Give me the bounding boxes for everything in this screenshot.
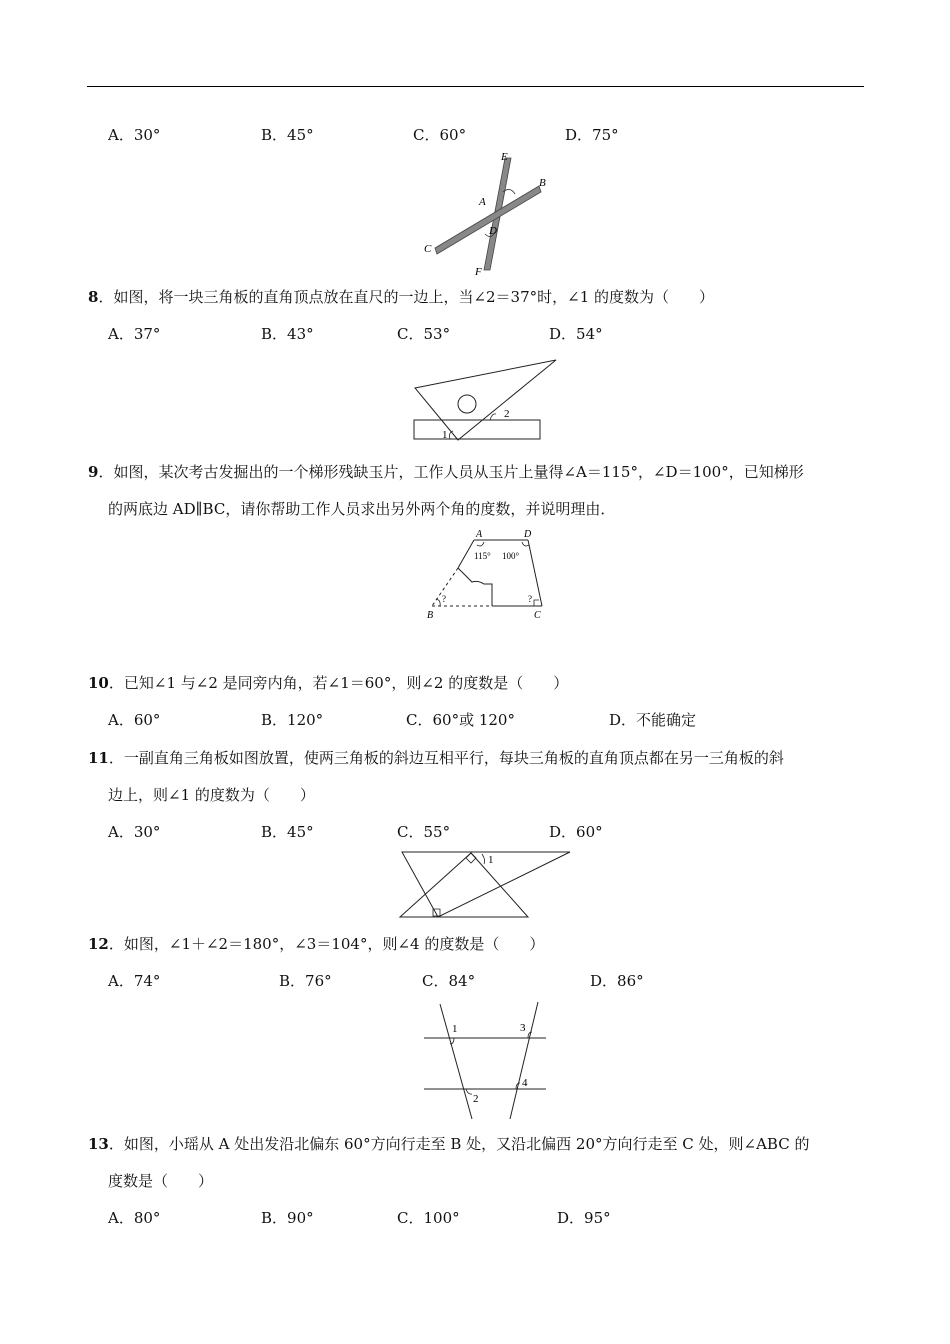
q7-option-a: A．30° [108, 126, 161, 144]
q12-number: 12 [88, 935, 109, 953]
q12-option-c: C．84° [422, 972, 476, 990]
q8-option-a: A．37° [108, 325, 161, 343]
header-rule [87, 86, 864, 87]
label-f: F [475, 266, 482, 278]
label-4: 4 [522, 1077, 528, 1089]
q11-option-b: B．45° [261, 823, 314, 841]
angle-d-mark [522, 542, 529, 546]
angle-c-mark [534, 600, 539, 606]
q12-option-d: D．86° [590, 972, 644, 990]
q12-option-b: B．76° [279, 972, 332, 990]
q8-stem [88, 286, 714, 307]
q11-text: ．一副直角三角板如图放置，使两三角板的斜边互相平行，每块三角板的直角顶点都在另一三角板的斜 [108, 749, 784, 767]
q8-text: ．如图，将一块三角板的直角顶点放在直尺的一边上，当∠2＝37°时，∠1 的度数为（ ） [98, 288, 715, 306]
angle-1-arc [449, 431, 453, 439]
q11-option-d: D．60° [549, 823, 603, 841]
q7-figure [415, 148, 555, 278]
ruler [414, 420, 540, 439]
q8-number: 8 [88, 288, 99, 306]
q7-option-b: B．45° [261, 126, 314, 144]
q8-option-b: B．43° [261, 325, 314, 343]
label-b: B [539, 177, 546, 189]
q7-option-d: D．75° [565, 126, 619, 144]
label-1: 1 [452, 1023, 458, 1035]
transversal-right [510, 1002, 538, 1119]
q10-option-a: A．60° [108, 711, 161, 729]
q11-figure [398, 850, 573, 922]
label-3: 3 [520, 1022, 526, 1034]
ruler-cb [435, 186, 541, 254]
break-edge [458, 568, 492, 606]
transversal-left [440, 1004, 472, 1119]
q8-figure [410, 355, 560, 445]
angle-2-arc [490, 414, 496, 420]
q13-stem [88, 1133, 809, 1154]
side-ab-solid [458, 540, 474, 568]
right-angle-upper [466, 853, 476, 863]
label-c: C [424, 243, 432, 255]
q9-stem-line2: 的两底边 AD∥BC，请你帮助工作人员求出另外两个角的度数，并说明理由． [108, 500, 616, 518]
label-b: B [427, 610, 434, 621]
q13-option-b: B．90° [261, 1209, 314, 1227]
q12-stem [88, 933, 544, 954]
q12-option-a: A．74° [108, 972, 161, 990]
q11-stem [88, 747, 784, 768]
triangle-lower [400, 853, 528, 917]
triangle-plate [415, 360, 556, 440]
q13-number: 13 [88, 1135, 109, 1153]
label-100: 100° [502, 551, 520, 561]
q10-option-d: D．不能确定 [609, 711, 697, 729]
q11-option-a: A．30° [108, 823, 161, 841]
q9-figure [422, 528, 552, 624]
q9-stem [88, 461, 804, 482]
q13-option-c: C．100° [397, 1209, 460, 1227]
q8-option-d: D．54° [549, 325, 603, 343]
label-q-b: ? [442, 594, 446, 604]
q12-text: ．如图，∠1＋∠2＝180°，∠3＝104°，则∠4 的度数是（ ） [108, 935, 545, 953]
label-d: D [524, 529, 532, 540]
label-d: D [489, 225, 497, 237]
q13-text: ．如图，小瑶从 A 处出发沿北偏东 60°方向行走至 B 处，又沿北偏西 20°方向行走至 C 处，则∠ABC 的 [108, 1135, 810, 1153]
q9-text: ．如图，某次考古发掘出的一个梯形残缺玉片，工作人员从玉片上量得∠A＝115°，∠D＝100°，已知梯形 [98, 463, 804, 481]
q8-option-c: C．53° [397, 325, 451, 343]
label-1: 1 [488, 854, 494, 866]
label-2: 2 [504, 408, 510, 420]
label-c: C [534, 610, 541, 621]
q9-number: 9 [88, 463, 99, 481]
label-a: A [479, 196, 486, 208]
plate-hole [458, 395, 476, 413]
q10-number: 10 [88, 674, 109, 692]
q11-number: 11 [88, 749, 109, 767]
label-a: A [476, 529, 483, 540]
triangle-upper [402, 852, 570, 917]
q12-figure [424, 998, 550, 1122]
angle-1-arc [482, 854, 485, 864]
q11-stem-line2: 边上，则∠1 的度数为（ ） [108, 786, 315, 804]
q13-stem-line2: 度数是（ ） [108, 1172, 214, 1190]
label-1: 1 [442, 429, 448, 441]
q10-option-b: B．120° [261, 711, 324, 729]
q10-stem [88, 672, 568, 693]
q13-option-d: D．95° [557, 1209, 611, 1227]
q10-text: ．已知∠1 与∠2 是同旁内角，若∠1＝60°，则∠2 的度数是（ ） [108, 674, 569, 692]
angle-a-mark [477, 542, 484, 546]
angle-2-arc [466, 1089, 472, 1094]
q10-option-c: C．60°或 120° [406, 711, 515, 729]
q7-option-c: C．60° [413, 126, 467, 144]
label-q-c: ? [528, 594, 532, 604]
label-e: E [501, 151, 508, 163]
label-2: 2 [473, 1093, 479, 1105]
label-115: 115° [474, 551, 491, 561]
q11-option-c: C．55° [397, 823, 451, 841]
q13-option-a: A．80° [108, 1209, 161, 1227]
